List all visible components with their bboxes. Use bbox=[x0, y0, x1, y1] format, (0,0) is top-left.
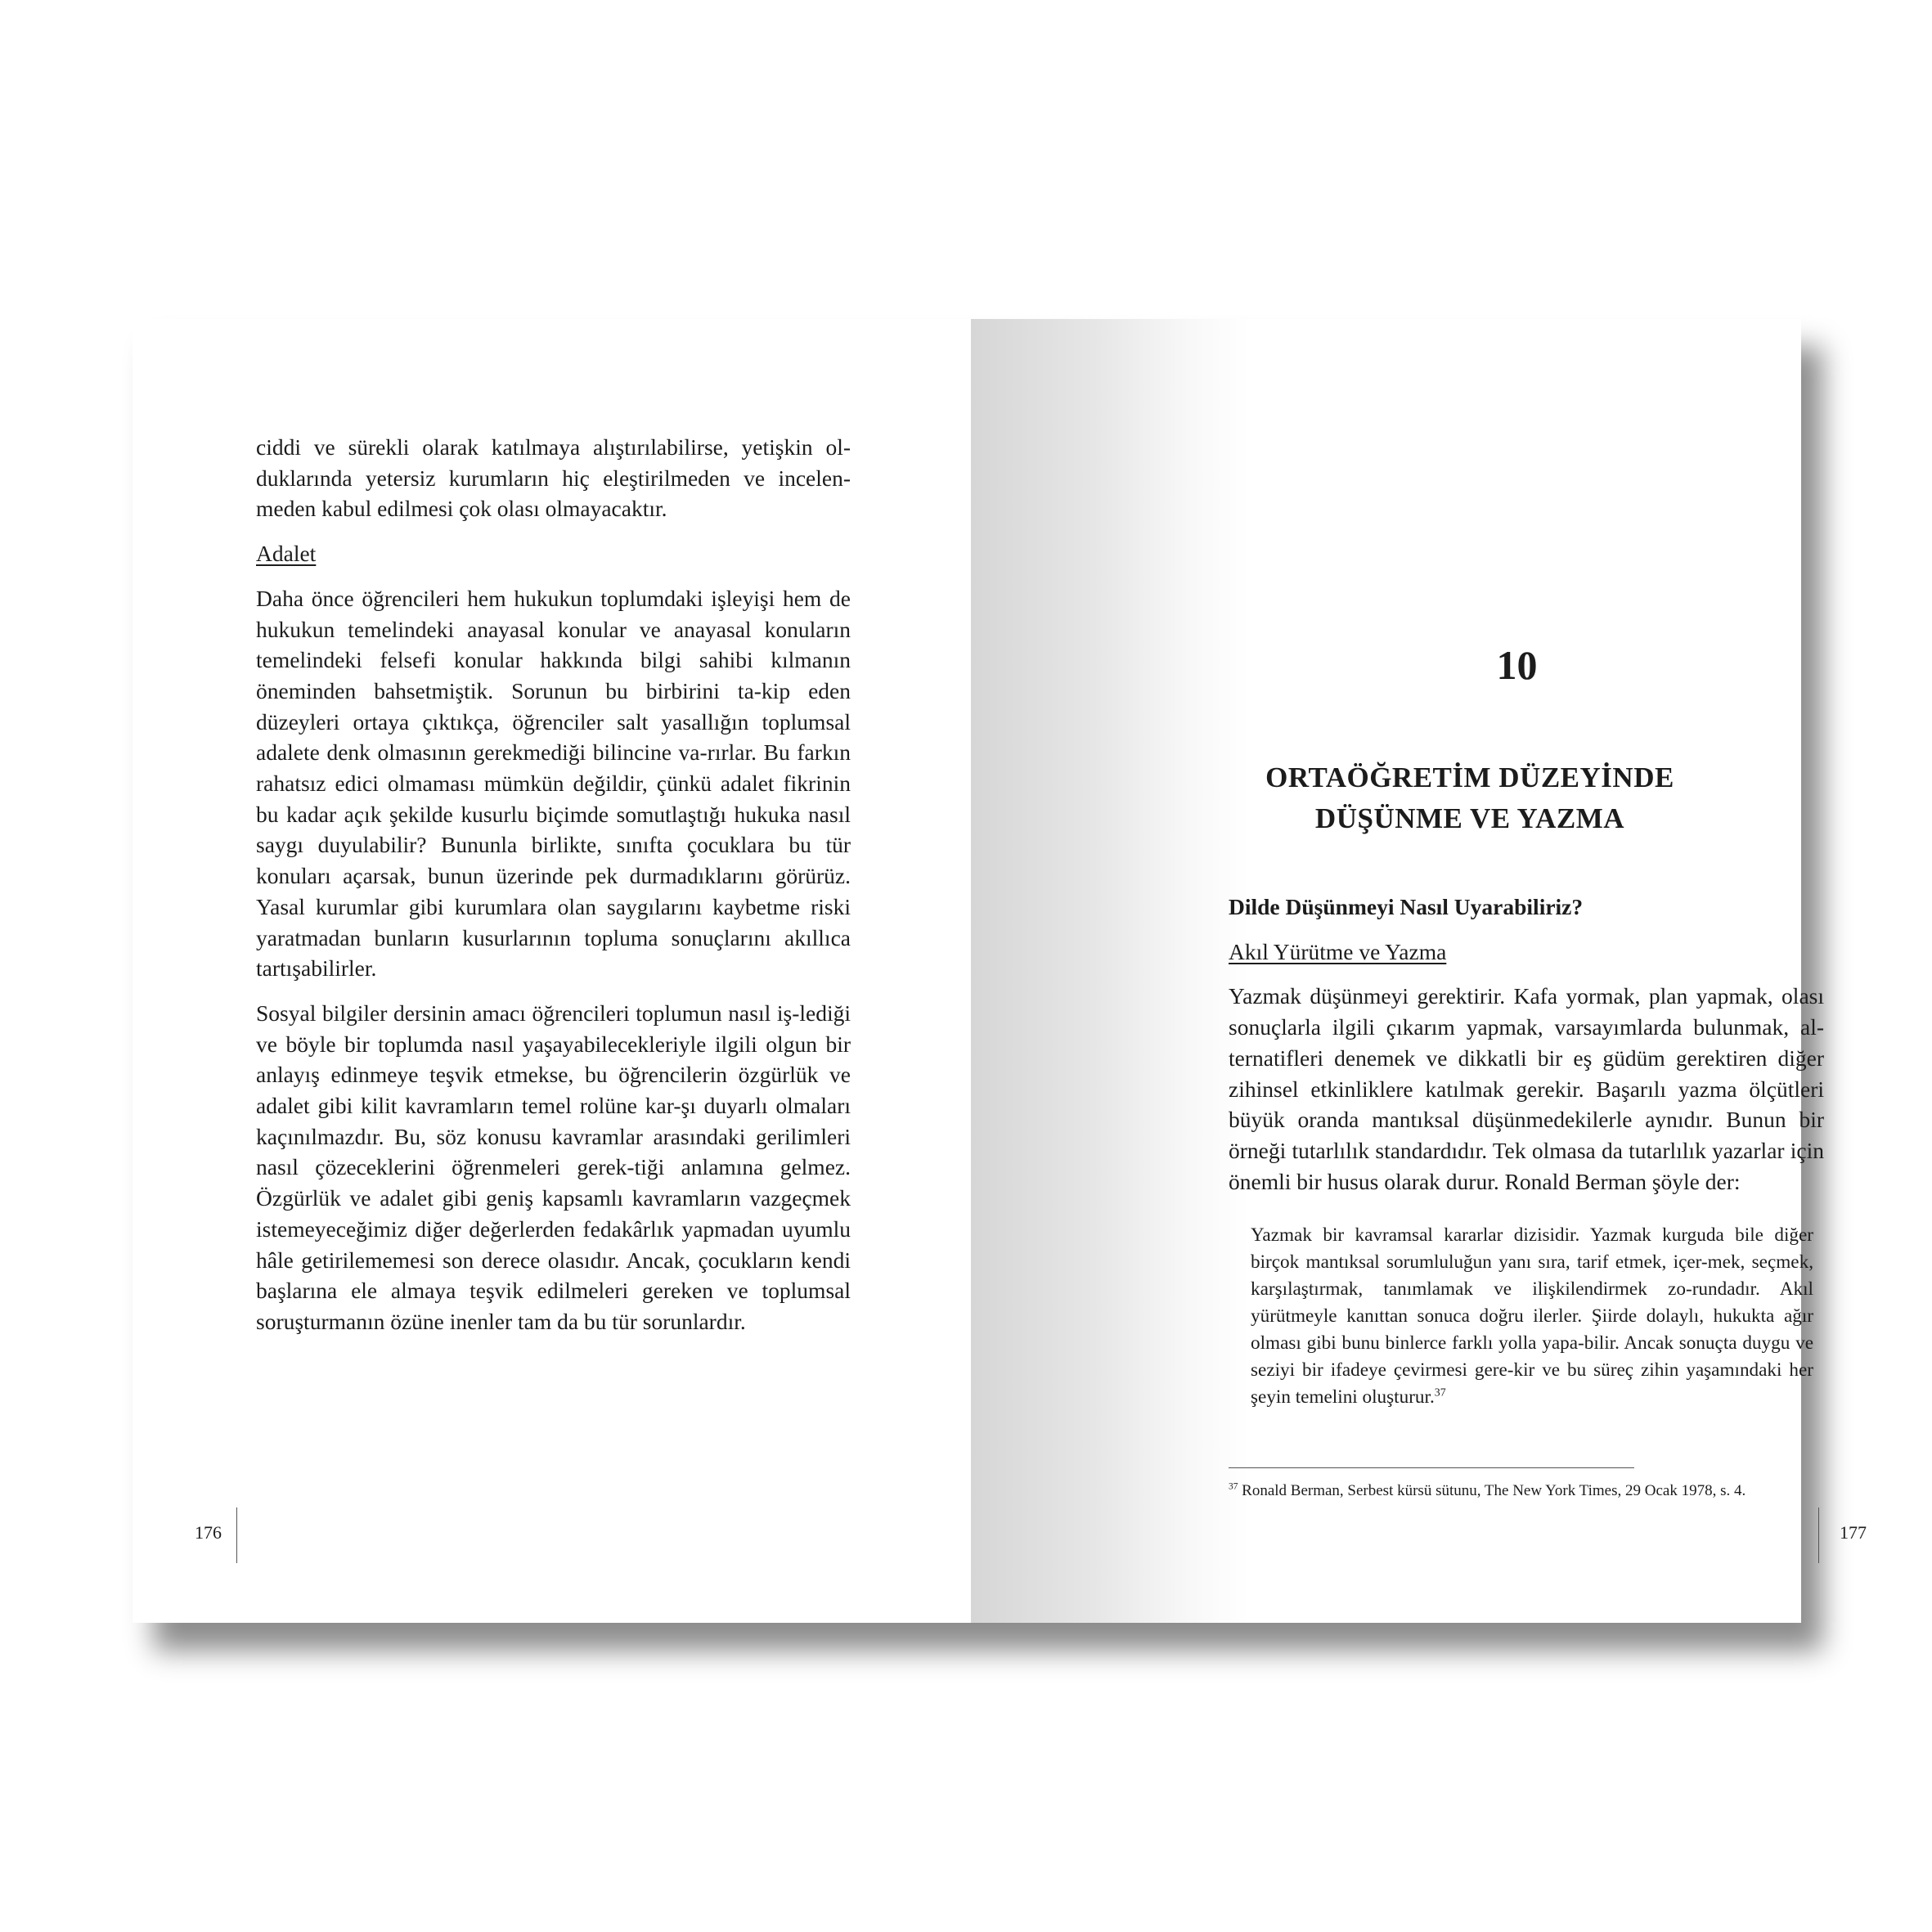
footnote-rule bbox=[1229, 1467, 1634, 1468]
page-number-right: 177 bbox=[1840, 1522, 1867, 1543]
footnote-number: 37 bbox=[1229, 1481, 1238, 1492]
chapter-title bbox=[1200, 757, 1740, 839]
chapter-number: 10 bbox=[1496, 642, 1538, 688]
section-title: Dilde Düşünmeyi Nasıl Uyarabiliriz? bbox=[1229, 894, 1584, 919]
paragraph: ciddi ve sürekli olarak katılmaya alıştırılabilirse, yetişkin ol-duklarında yetersiz kurumların hiç eleştirilmeden ve incelen-meden kabul edilmesi çok olası olmayacaktır. bbox=[256, 434, 851, 522]
page-number-divider bbox=[1818, 1507, 1819, 1563]
book-spread bbox=[133, 319, 1867, 1623]
right-page-text bbox=[1229, 892, 1824, 1211]
footnote-reference: 37 bbox=[1434, 1386, 1446, 1400]
chapter-title-line: ORTAÖĞRETİM DÜZEYİNDE bbox=[1265, 762, 1674, 793]
left-page-text bbox=[256, 432, 851, 1351]
block-quote bbox=[1251, 1222, 1813, 1411]
paragraph: Sosyal bilgiler dersinin amacı öğrencileri toplumun nasıl iş-lediği ve böyle bir toplumda nasıl yaşayabilecekleriyle ilgili olgun bir anlayış edinmeye teşvik etmekse, bu öğrencilerin özgürlük ve adalet gibi kilit kavramların temel rolüne kar-şı duyarlı olmaları kaçınılmazdır. Bu, söz konusu kavramlar arasındaki gerilimleri nasıl çözeceklerini öğrenmeleri gerek-tiği anlamına gelmez. Özgürlük ve adalet gibi geniş kapsamlı kavramların vazgeçmek istemeyeceğimiz diğer değerlerden fedakârlık yapmadan uyumlu hâle getirilememesi son derece olasıdır. Ancak, çocukların kendi başlarına ele almaya teşvik edilmeleri gereken ve toplumsal soruşturmanın özüne inenler tam da bu tür sorunlardır. bbox=[256, 1000, 851, 1334]
chapter-title-line: DÜŞÜNME VE YAZMA bbox=[1314, 802, 1625, 834]
block-quote-text: Yazmak bir kavramsal kararlar dizisidir. Yazmak kurguda bile diğer birçok mantıksal sorumluluğun yanı sıra, tarif etmek, içer-mek, seçmek, karşılaştırmak, tanımlamak ve ilişkilendirmek zo-rundadır. Akıl yürütmeyle kanıttan sonuca doğru ilerler. Şiirde dolaylı, hukukta ağır olması gibi bunu binlerce farklı yolla yapa-bilir. Ancak sonuçta duygu ve seziyi bir ifadeye çevirmesi gere-kir ve bu süreç zihin yaşamındaki her şeyin temelini oluşturur. bbox=[1251, 1224, 1813, 1408]
page-number-divider bbox=[236, 1507, 237, 1563]
paragraph: Yazmak düşünmeyi gerektirir. Kafa yormak, plan yapmak, olası sonuçlarla ilgili çıkarım yapmak, varsayımlarda bulunmak, al-ternatifleri denemek ve dikkatli bir eş güdüm gerektiren diğer zihinsel etkinliklere katılmak gerekir. Başarılı yazma ölçütleri büyük oranda mantıksal düşünmedekilerle aynıdır. Bunun bir örneği tutarlılık standardıdır. Tek olmasa da tutarlılık yazarlar için önemli bir husus olarak durur. Ronald Berman şöyle der: bbox=[1229, 983, 1824, 1194]
subheading: Akıl Yürütme ve Yazma bbox=[1229, 938, 1447, 964]
footnote-text: Ronald Berman, Serbest kürsü sütunu, The New York Times, 29 Ocak 1978, s. 4. bbox=[1242, 1482, 1746, 1499]
paragraph: Daha önce öğrencileri hem hukukun toplumdaki işleyişi hem de hukukun temelindeki anayasal konular ve anayasal konuların temelindeki felsefi konular hakkında bilgi sahibi kılmanın öneminden bahsetmiştik. Sorunun bu birbirini ta-kip eden düzeyleri ortaya çıktıkça, öğrenciler salt yasallığın toplumsal adalete denk olmasının gerekmediği bilincine va-rırlar. Bu farkın rahatsız edici olmaması mümkün değildir, çünkü adalet fikrinin bu kadar açık şekilde kusurlu biçimde somutlaştığı hukuka nasıl saygı duyulabilir? Bununla birlikte, sınıfta çocuklara bu tür konuları açarsak, bunun üzerinde pek durmadıklarını görürüz. Yasal kurumlar gibi kurumlara olan saygılarını kaybetme riski yaratmadan bunların kusurlarının topluma sonuçlarını akıllıca tartışabilirler. bbox=[256, 585, 851, 982]
right-page bbox=[971, 319, 1867, 1623]
subheading-adalet: Adalet bbox=[256, 541, 317, 567]
footnote bbox=[1229, 1480, 1824, 1502]
left-page bbox=[133, 319, 971, 1623]
page-number-left: 176 bbox=[195, 1522, 222, 1543]
